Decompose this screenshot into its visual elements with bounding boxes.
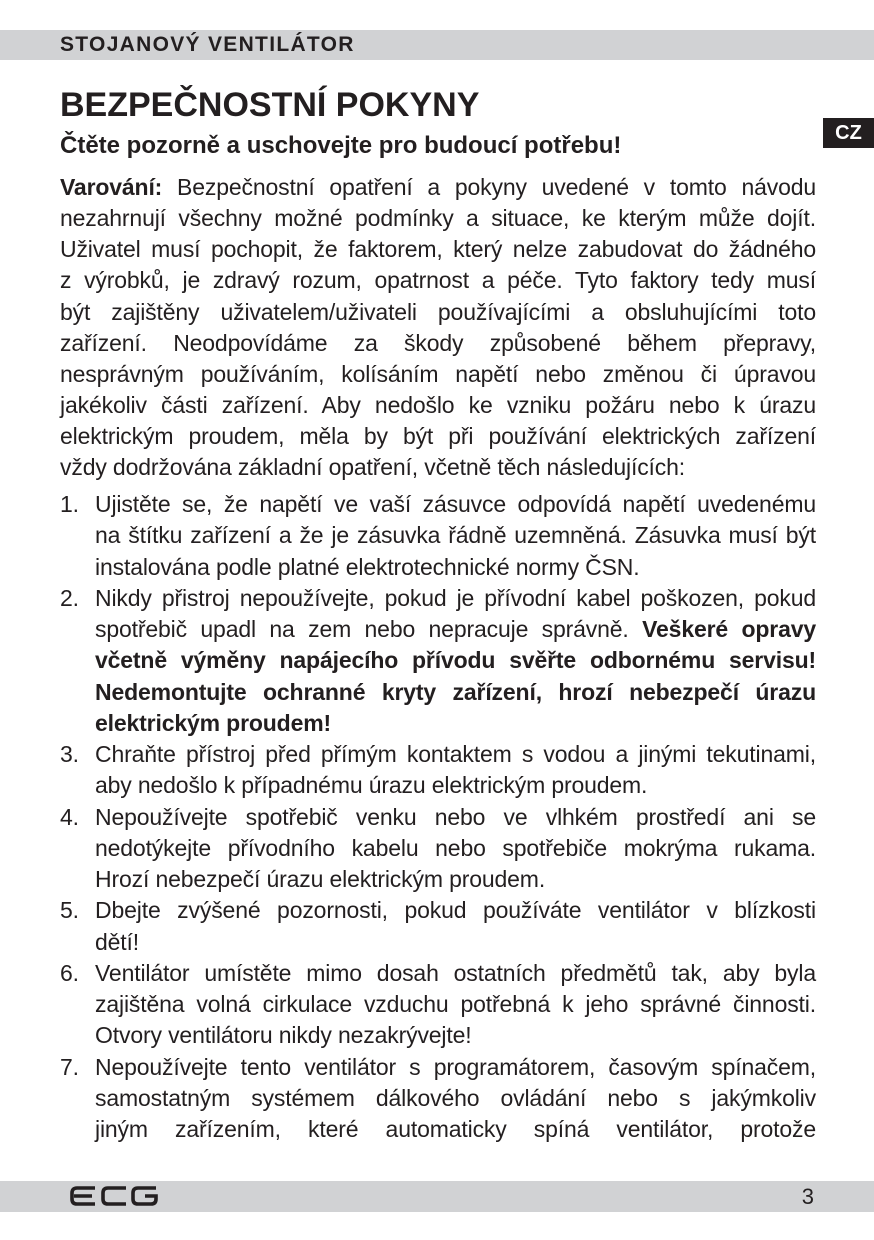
text-line	[60, 421, 816, 452]
text-run: instalována podle platné elektrotechnické normy ČSN.	[95, 553, 640, 580]
text-line	[95, 1083, 816, 1114]
text-line	[95, 1020, 816, 1051]
item-text	[95, 895, 816, 958]
text-run: samostatným systémem dálkového ovládání nebo s jakýmkoliv	[95, 1084, 816, 1111]
text-run: být zajištěny uživatelem/uživateli používajícími a obsluhujícími toto	[60, 298, 816, 325]
text-line	[95, 895, 816, 926]
text-line	[60, 297, 816, 328]
text-line	[60, 359, 816, 390]
text-line	[95, 770, 816, 801]
text-line	[95, 958, 816, 989]
bold-text: elektrickým proudem!	[95, 709, 332, 736]
text-run: jiným zařízením, které automaticky spíná ventilátor, protože	[95, 1116, 816, 1142]
item-text	[95, 739, 816, 802]
text-line	[60, 203, 816, 234]
item-number: 6.	[60, 959, 79, 986]
list-item	[60, 895, 816, 958]
text-run: Nikdy přistroj nepoužívejte, pokud je přívodní kabel poškozen, pokud	[95, 584, 816, 611]
text-run: nedotýkejte přívodního kabelu nebo spotřebiče mokrýma rukama.	[95, 834, 816, 861]
text-line	[95, 1052, 816, 1083]
text-line	[95, 645, 816, 676]
text-run: Hrozí nebezpečí úrazu elektrickým proudem.	[95, 866, 546, 892]
text-line	[60, 390, 816, 421]
text-line	[95, 489, 816, 520]
bold-text: včetně výměny napájecího přívodu svěřte odbornému servisu!	[95, 647, 816, 674]
subtitle: Čtěte pozorně a uschovejte pro budoucí potřebu!	[60, 132, 622, 159]
list-item	[60, 583, 816, 739]
text-run: na štítku zařízení a že je zásuvka řádně uzemněná. Zásuvka musí být	[95, 522, 816, 549]
text-run: Ujistěte se, že napětí ve vaší zásuvce odpovídá napětí uvedenému	[95, 491, 816, 517]
ecg-brand-logo	[70, 1186, 158, 1206]
text-run: spotřebič upadl na zem nebo nepracuje správně.	[95, 616, 643, 642]
item-number: 4.	[60, 803, 79, 830]
item-number: 2.	[60, 584, 79, 611]
text-run: Chraňte přístroj před přímým kontaktem s vodou a jinými tekutinami,	[95, 741, 816, 767]
item-number: 3.	[60, 741, 79, 767]
safety-instructions-list	[60, 489, 816, 1145]
list-item	[60, 739, 816, 802]
text-line	[95, 927, 816, 958]
text-run: vždy dodržována základní opatření, včetně těch následujících:	[60, 454, 686, 481]
item-text	[95, 489, 816, 583]
item-number: 7.	[60, 1053, 79, 1080]
text-run: zajištěna volná cirkulace vzduchu potřebná k jeho správné činnosti.	[95, 991, 816, 1017]
footer-bar	[0, 1181, 874, 1212]
text-run: Bezpečnostní opatření a pokyny uvedené v tomto návodu	[162, 174, 816, 200]
text-line	[95, 833, 816, 864]
text-line	[60, 452, 816, 483]
text-line	[95, 739, 816, 770]
page-title: BEZPEČNOSTNÍ POKYNY	[60, 86, 480, 124]
text-run: nezahrnují všechny možné podmínky a situace, ke kterým může dojít.	[60, 205, 816, 232]
text-line	[60, 328, 816, 359]
text-line	[95, 614, 816, 645]
text-run: z výrobků, je zdravý rozum, opatrnost a péče. Tyto faktory tedy musí	[60, 267, 816, 294]
text-run: Nepoužívejte spotřebič venku nebo ve vlhkém prostředí ani se	[95, 803, 816, 830]
bold-text: Nedemontujte ochranné kryty zařízení, hrozí nebezpečí úrazu	[95, 678, 816, 705]
text-line	[95, 708, 816, 739]
text-line	[60, 234, 816, 265]
bold-text: Varování:	[60, 174, 163, 200]
text-line	[60, 172, 816, 203]
text-run: Uživatel musí pochopit, že faktorem, který nelze zabudovat do žádného	[60, 236, 816, 263]
text-line	[95, 1114, 816, 1145]
text-run: jakékoliv části zařízení. Aby nedošlo ke vzniku požáru nebo k úrazu	[60, 392, 816, 419]
text-line	[95, 802, 816, 833]
text-line	[95, 520, 816, 551]
item-text	[95, 802, 816, 896]
text-run: Dbejte zvýšené pozornosti, pokud používáte ventilátor v blízkosti	[95, 897, 816, 924]
bold-text: Veškeré opravy	[642, 616, 817, 642]
item-text	[95, 583, 816, 739]
text-run: elektrickým proudem, měla by být při používání elektrických zařízení	[60, 423, 816, 450]
item-text	[95, 958, 816, 1052]
list-item	[60, 802, 816, 896]
text-run: Nepoužívejte tento ventilátor s programátorem, časovým spínačem,	[95, 1053, 816, 1080]
page-number: 3	[801, 1184, 814, 1209]
text-line	[60, 265, 816, 296]
text-run: Ventilátor umístěte mimo dosah ostatních předmětů tak, aby byla	[95, 959, 816, 986]
list-item	[60, 958, 816, 1052]
text-run: dětí!	[95, 928, 140, 955]
text-line	[95, 677, 816, 708]
text-run: Otvory ventilátoru nikdy nezakrývejte!	[95, 1022, 472, 1049]
header-title: STOJANOVÝ VENTILÁTOR	[60, 33, 355, 56]
text-run: nesprávným používáním, kolísáním napětí nebo změnou či úpravou	[60, 360, 816, 387]
text-run: zařízení. Neodpovídáme za škody způsobené během přepravy,	[60, 329, 816, 356]
item-number: 5.	[60, 897, 79, 924]
text-run: aby nedošlo k případnému úrazu elektrickým proudem.	[95, 772, 648, 799]
text-line	[95, 989, 816, 1020]
text-line	[95, 552, 816, 583]
list-item	[60, 489, 816, 583]
text-line	[95, 583, 816, 614]
warning-paragraph	[60, 172, 816, 484]
item-text	[95, 1052, 816, 1146]
language-badge: CZ	[823, 118, 874, 148]
list-item	[60, 1052, 816, 1146]
item-number: 1.	[60, 491, 79, 517]
header-bar	[0, 30, 874, 60]
text-line	[95, 864, 816, 895]
